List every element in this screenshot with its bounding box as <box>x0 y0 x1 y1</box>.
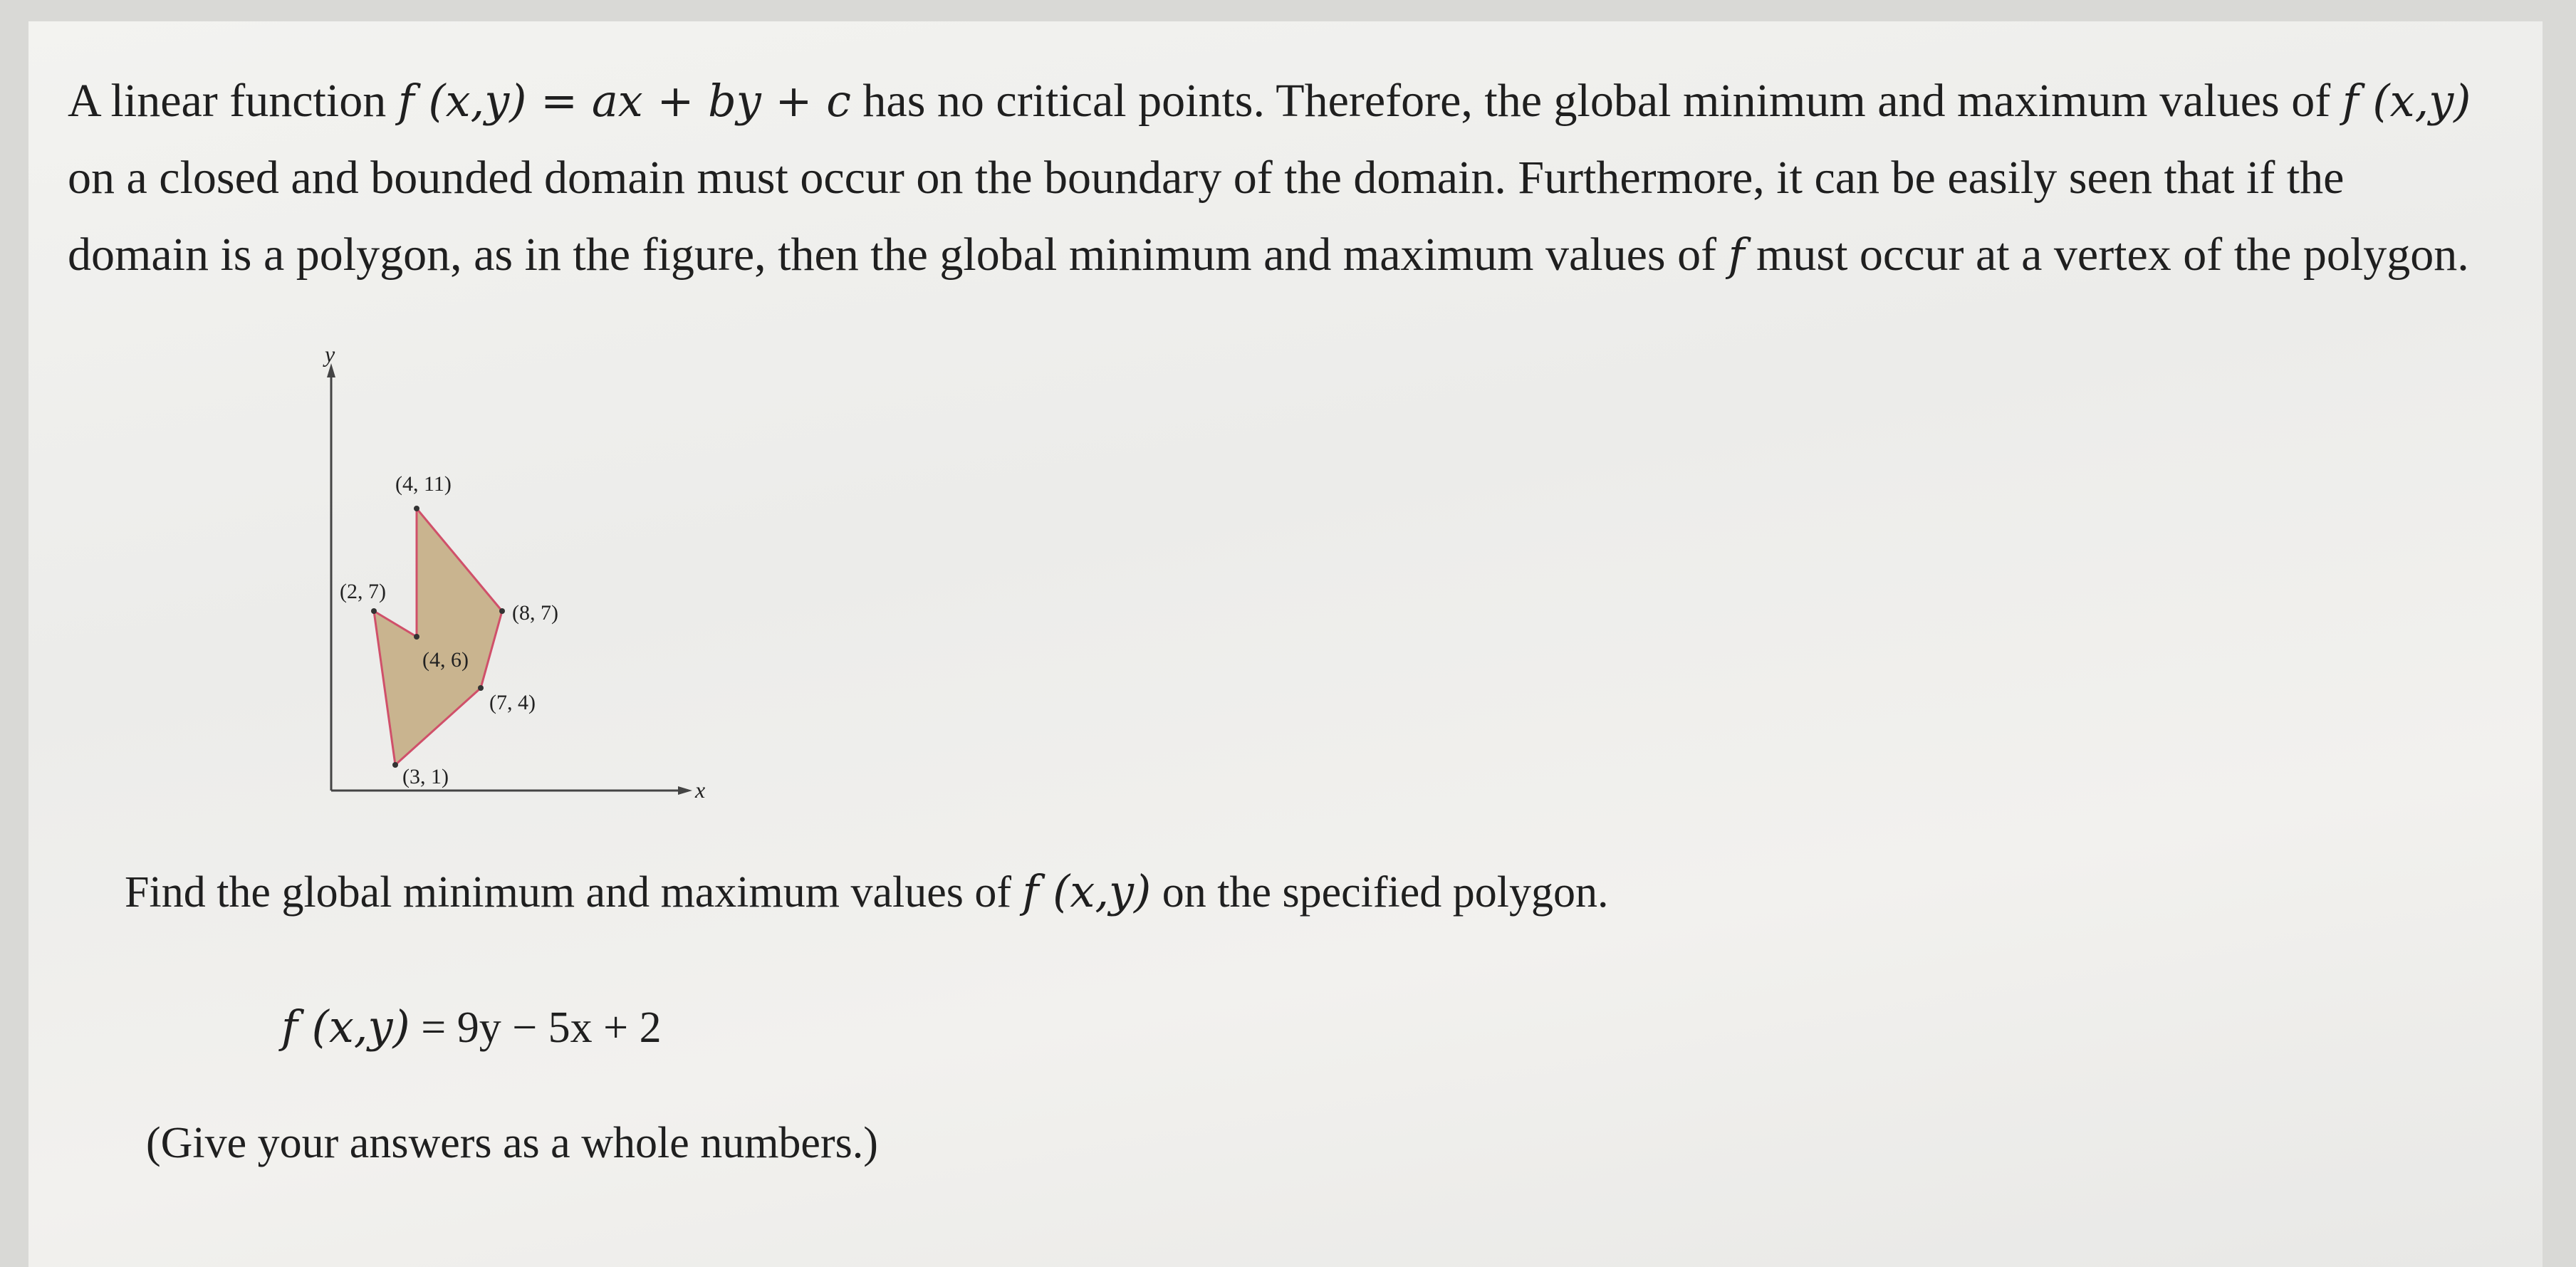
function-expression: f (x,y) <box>1022 865 1152 917</box>
vertex-point <box>478 685 484 691</box>
x-axis-label: x <box>695 777 706 803</box>
function-expression: f (x,y) <box>2342 75 2471 127</box>
vertex-label: (3, 1) <box>402 765 449 788</box>
domain-polygon <box>374 509 502 765</box>
prompt-text: on the specified polygon. <box>1151 868 1609 917</box>
vertex-point <box>414 506 419 511</box>
vertex-label: (4, 6) <box>422 648 469 672</box>
intro-line-2: on a closed and bounded domain must occur on the boundary of the domain. Furthermore, it can be easily seen that if the <box>68 152 2345 204</box>
vertex-label: (2, 7) <box>340 580 386 603</box>
intro-text: domain is a polygon, as in the figure, then the global minimum and maximum values of <box>68 229 1728 281</box>
problem-page <box>28 21 2543 1267</box>
vertex-label: (4, 11) <box>395 472 452 496</box>
question-prompt <box>125 865 1609 918</box>
intro-text: A linear function <box>68 75 398 127</box>
answer-note: (Give your answers as a whole numbers.) <box>146 1119 878 1167</box>
intro-line-1 <box>68 63 2532 140</box>
function-symbol: f <box>1728 229 1745 281</box>
vertex-point <box>371 608 377 614</box>
function-expression: f (x,y) = ax + by + c <box>397 75 851 127</box>
x-axis-arrow <box>678 786 692 795</box>
formula-body: = 9y − 5x + 2 <box>410 1003 662 1052</box>
vertex-label: (7, 4) <box>489 691 536 714</box>
prompt-text: Find the global minimum and maximum values of <box>125 868 1023 917</box>
function-formula <box>281 1001 662 1053</box>
problem-intro <box>68 63 2532 293</box>
y-axis-label: y <box>325 341 335 367</box>
function-expression: f (x,y) <box>281 1001 410 1053</box>
polygon-figure <box>271 335 755 819</box>
intro-text: must occur at a vertex of the polygon. <box>1744 229 2469 281</box>
vertex-point <box>392 762 398 768</box>
intro-line-3 <box>68 217 2532 293</box>
polygon-layer <box>340 472 558 788</box>
intro-text: has no critical points. Therefore, the global minimum and maximum values of <box>850 75 2342 127</box>
vertex-point <box>499 608 505 614</box>
vertex-label: (8, 7) <box>512 601 558 625</box>
vertex-point <box>414 634 419 640</box>
